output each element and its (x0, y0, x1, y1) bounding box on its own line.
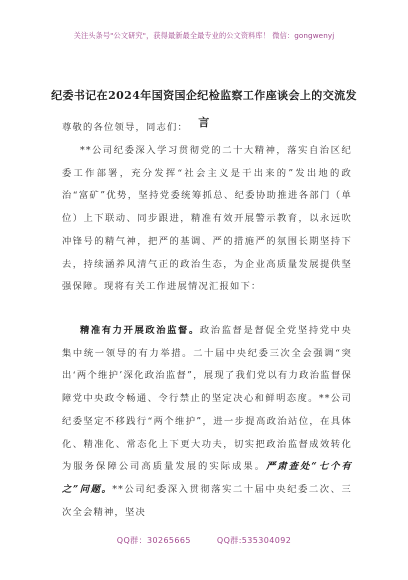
footer (0, 535, 408, 546)
section-subheading: 严肃查处“七个有之”问题。 (62, 461, 352, 495)
document-title: 纪委书记在2024年国资国企纪检监察工作座谈会上的交流发言 (51, 89, 357, 129)
section-heading: 精准有力开展政治监督。 (80, 325, 200, 336)
paragraph-intro (62, 140, 352, 299)
paragraph-intro-text: **公司纪委深入学习贯彻党的二十大精神，落实自治区纪委工作部署，充分发挥“社会主义是干出来的”发出地的政治“富矿”优势，坚持党委统筹抓总、纪委协助推进各部门（单位）上下联动、同步跟进，精准有效开展警示教育，以永远吹冲锋号的精气神，把严的基调、严的措施严的氛围长期坚持下去，持续涵养风清气正的政治生态，为企业高质量发展提供坚强保障。现将有关工作进展情况汇报如下： (62, 145, 352, 293)
paragraph-political-supervision-text (62, 320, 352, 524)
paragraph-text: 政治监督是督促全党坚持党中央集中统一领导的有力举措。二十届中央纪委三次全会强调“突出‘两个维护’深化政治监督”，展现了我们党以有力政治监督保障党中央政令畅通、令行禁止的坚定决心和鲜明态度。**公司纪委坚定不移践行“两个维护”，进一步提高政治站位，在具体化、精准化、常态化上下更大功夫，切实把政治监督成效转化为服务保障公司高质量发展的实际成果。 (62, 325, 352, 473)
footer-qq-group-2: QQ群:535304092 (216, 536, 292, 545)
salutation: 尊敬的各位领导，同志们： (62, 122, 188, 133)
header-banner: 关注头条号"公文研究"，获得最新最全最专业的公文资料库！ 微信：gongwenyj (73, 31, 335, 40)
footer-qq-group-1: QQ群：30265665 (116, 536, 191, 545)
paragraph-political-supervision (62, 320, 352, 524)
paragraph-text-continued: **公司纪委深入贯彻落实二十届中央纪委二次、三次全会精神，坚决 (62, 483, 352, 518)
